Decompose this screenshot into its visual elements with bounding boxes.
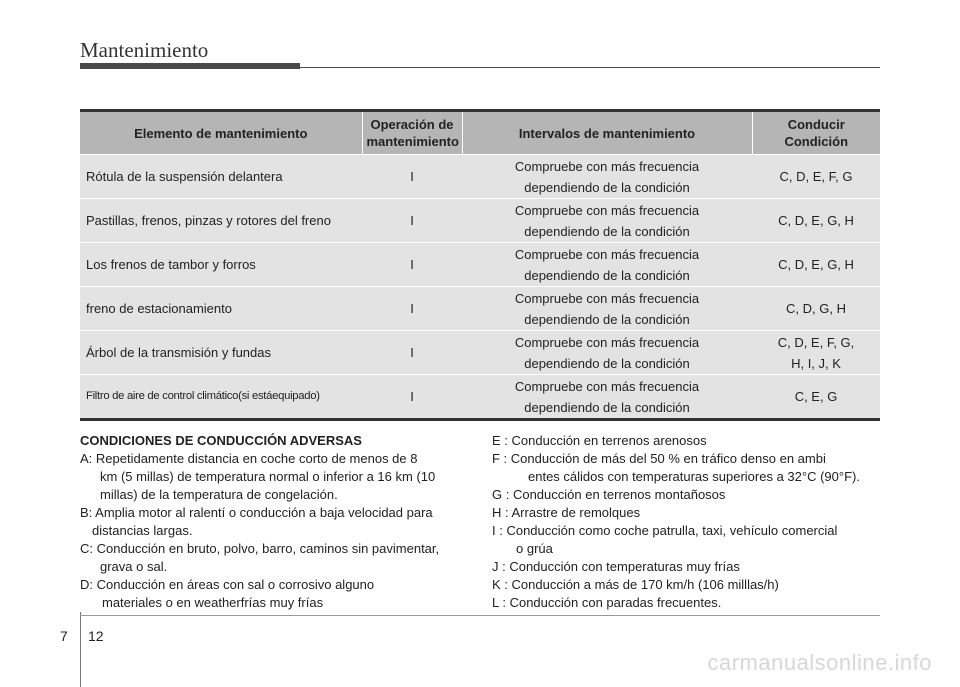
table-row xyxy=(80,155,880,199)
cell-interval: Compruebe con más frecuencia dependiendo de la condición xyxy=(462,199,752,243)
table-row xyxy=(80,243,880,287)
cell-interval: Compruebe con más frecuencia dependiendo de la condición xyxy=(462,375,752,420)
condition-item-e: E : Conducción en terrenos arenosos xyxy=(492,433,707,448)
header-operation: Operación de mantenimiento xyxy=(362,111,462,155)
table-header-row xyxy=(80,111,880,155)
condition-item-f: F : Conducción de más del 50 % en tráfico denso en ambi entes cálidos con temperaturas superiores a 32°C (90°F). xyxy=(492,451,860,484)
cell-operation: I xyxy=(362,155,462,199)
cell-condition: C, D, E, F, G xyxy=(752,155,880,199)
conditions-left-column xyxy=(80,432,475,612)
section-title: Mantenimiento xyxy=(80,38,209,62)
footer-vertical-rule xyxy=(80,612,81,687)
cell-item: Los frenos de tambor y forros xyxy=(80,243,362,287)
header-rule-thin xyxy=(300,67,880,68)
condition-item-l: L : Conducción con paradas frecuentes. xyxy=(492,595,722,610)
cell-operation: I xyxy=(362,199,462,243)
chapter-number: 7 xyxy=(60,628,68,644)
cell-interval: Compruebe con más frecuencia dependiendo de la condición xyxy=(462,287,752,331)
condition-item-h: H : Arrastre de remolques xyxy=(492,505,641,520)
cell-condition: C, E, G xyxy=(752,375,880,420)
cell-operation: I xyxy=(362,331,462,375)
condition-item-d: D: Conducción en áreas con sal o corrosivo alguno materiales o en weatherfrías muy frías xyxy=(80,577,375,610)
condition-item-i: I : Conducción como coche patrulla, taxi, vehículo comercial o grúa xyxy=(492,523,838,556)
cell-item: Rótula de la suspensión delantera xyxy=(80,155,362,199)
cell-operation: I xyxy=(362,243,462,287)
cell-condition: C, D, E, F, G, H, I, J, K xyxy=(752,331,880,375)
table-row xyxy=(80,331,880,375)
page-number: 12 xyxy=(88,628,104,644)
cell-item: freno de estacionamiento xyxy=(80,287,362,331)
header-interval: Intervalos de mantenimiento xyxy=(462,111,752,155)
condition-item-k: K : Conducción a más de 170 km/h (106 milllas/h) xyxy=(492,577,779,592)
conditions-heading: CONDICIONES DE CONDUCCIÓN ADVERSAS xyxy=(80,433,362,448)
table-row xyxy=(80,199,880,243)
condition-item-c: C: Conducción en bruto, polvo, barro, caminos sin pavimentar, grava o sal. xyxy=(80,541,440,574)
cell-operation: I xyxy=(362,375,462,420)
watermark: carmanualsonline.info xyxy=(707,650,932,675)
condition-item-b: B: Amplia motor al ralentí o conducción a baja velocidad para distancias largas. xyxy=(80,505,433,538)
cell-item: Pastillas, frenos, pinzas y rotores del freno xyxy=(80,199,362,243)
footer-horizontal-rule xyxy=(80,615,880,616)
header-condition: Conducir Condición xyxy=(752,111,880,155)
conditions-right-column xyxy=(492,432,887,612)
cell-condition: C, D, G, H xyxy=(752,287,880,331)
cell-condition: C, D, E, G, H xyxy=(752,199,880,243)
cell-interval: Compruebe con más frecuencia dependiendo de la condición xyxy=(462,155,752,199)
condition-item-a: A: Repetidamente distancia en coche corto de menos de 8 km (5 millas) de temperatura normal o inferior a 16 km (10 millas) de la temperatura de congelación. xyxy=(80,451,436,502)
header-item: Elemento de mantenimiento xyxy=(80,111,362,155)
cell-condition: C, D, E, G, H xyxy=(752,243,880,287)
cell-operation: I xyxy=(362,287,462,331)
table-row xyxy=(80,287,880,331)
cell-item: Filtro de aire de control climático(si estáequipado) xyxy=(80,375,362,420)
header-rule-thick xyxy=(80,63,300,69)
condition-item-g: G : Conducción en terrenos montañosos xyxy=(492,487,726,502)
table-row xyxy=(80,375,880,420)
cell-interval: Compruebe con más frecuencia dependiendo de la condición xyxy=(462,243,752,287)
condition-item-j: J : Conducción con temperaturas muy frías xyxy=(492,559,740,574)
cell-item: Árbol de la transmisión y fundas xyxy=(80,331,362,375)
cell-interval: Compruebe con más frecuencia dependiendo de la condición xyxy=(462,331,752,375)
maintenance-table xyxy=(80,109,880,421)
